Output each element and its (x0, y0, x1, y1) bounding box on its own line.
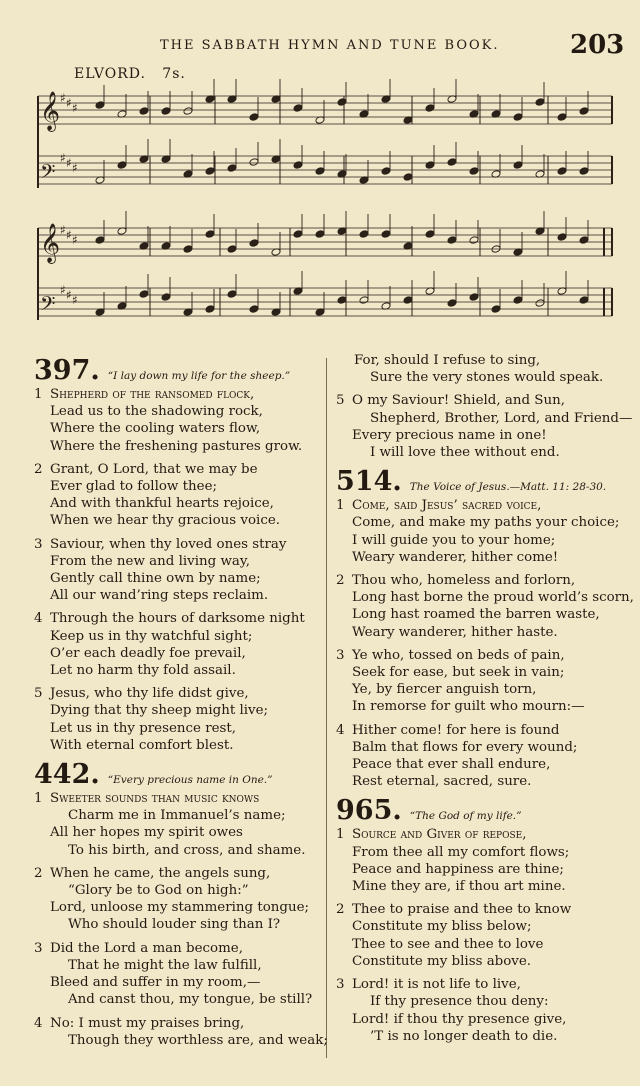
verse-number: 4 (336, 722, 345, 738)
note-head (227, 290, 237, 299)
stanza (336, 497, 626, 566)
verse-text: That he might the law fulfill, (68, 957, 262, 973)
verse-line (336, 993, 626, 1010)
note-head (205, 305, 215, 314)
verse-number: 1 (34, 791, 43, 807)
note-head (579, 167, 589, 176)
verse-number: 4 (34, 611, 43, 627)
note-head (161, 293, 171, 302)
verse-text: When we hear thy gracious voice. (50, 513, 280, 529)
verse-text: Every precious name in one! (352, 427, 547, 443)
hymn-subtitle: The Voice of Jesus. (409, 481, 510, 494)
note-head (403, 296, 413, 305)
note-head (161, 107, 171, 116)
note-head (579, 236, 589, 245)
verse-text: Keep us in thy watchful sight; (50, 628, 253, 644)
verse-text: From thee all my comfort flows; (352, 844, 570, 860)
verse-text: Grant, O Lord, that we may be (50, 461, 258, 477)
verse-line (336, 773, 626, 790)
verse-text: All her hopes my spirit owes (50, 825, 243, 841)
verse-line (336, 647, 626, 664)
verse-text: Gently call thine own by name; (50, 571, 261, 587)
note-head (513, 296, 523, 305)
verse-number: 1 (336, 827, 345, 843)
verse-text: Ye who, tossed on beds of pain, (352, 647, 565, 663)
note-head (227, 245, 237, 254)
hymn-number: 965. (336, 795, 402, 827)
note-head (95, 236, 105, 245)
verse-line (34, 420, 324, 437)
note-head (557, 233, 567, 242)
verse-text: Thee to praise and thee to know (352, 902, 572, 918)
note-head (315, 167, 325, 176)
verse-number: 1 (336, 498, 345, 514)
hymn-heading (336, 467, 626, 497)
verse-line (336, 624, 626, 641)
stanza (336, 976, 626, 1045)
note-head (95, 101, 105, 110)
verse-text: ’T is no longer death to die. (370, 1028, 558, 1044)
verse-text: No: I must my praises bring, (50, 1015, 245, 1031)
sharp-sign: ♯ (60, 283, 66, 297)
verse-line (34, 824, 324, 841)
verse-text: Saviour, when thy loved ones stray (50, 536, 287, 552)
verse-line (336, 352, 626, 369)
note-head (469, 236, 479, 245)
verse-text: Balm that flows for every wound; (352, 739, 578, 755)
note-head (293, 161, 303, 170)
verse-line (34, 720, 324, 737)
verse-line (34, 662, 324, 679)
verse-text: Dying that thy sheep might live; (50, 703, 269, 719)
note-head (359, 230, 369, 239)
verse-number: 5 (34, 686, 43, 702)
stanza (34, 685, 324, 754)
hymn-heading (34, 356, 324, 386)
verse-text: Mine they are, if thou art mine. (352, 879, 566, 895)
verse-line (34, 645, 324, 662)
verse-text: Shepherd of the ransomed flock, (50, 387, 255, 402)
hymn-number: 442. (34, 759, 100, 791)
stanza (34, 865, 324, 934)
sharp-sign: ♯ (72, 233, 78, 247)
verse-text: Come, said Jesus’ sacred voice, (352, 498, 542, 514)
verse-text: O my Saviour! Shield, and Sun, (352, 393, 565, 409)
verse-text: Thou who, homeless and forlorn, (352, 573, 576, 589)
verse-text: Shepherd, Brother, Lord, and Friend— (370, 410, 633, 426)
note-head (227, 164, 237, 173)
verse-line (34, 685, 324, 702)
verse-text: In remorse for guilt who mourn:— (352, 699, 585, 715)
verse-line (336, 497, 626, 514)
verse-text: Jesus, who thy life didst give, (50, 686, 249, 702)
verse-text: Seek for ease, but seek in vain; (352, 665, 565, 681)
verse-line (336, 878, 626, 895)
note-head (447, 158, 457, 167)
hymn-number: 397. (34, 355, 100, 386)
note-head (425, 230, 435, 239)
stanza (336, 722, 626, 791)
verse-line (34, 916, 324, 933)
verse-text: I will guide you to your home; (352, 532, 556, 548)
note-head (249, 305, 259, 314)
sharp-sign: ♯ (60, 91, 66, 105)
sharp-sign: ♯ (72, 101, 78, 115)
verse-text: Though they worthless are, and weak; (68, 1032, 328, 1048)
verse-text: When he came, the angels sung, (50, 865, 271, 881)
note-head (205, 230, 215, 239)
verse-text: Did the Lord a man become, (50, 940, 243, 956)
score-systems (38, 79, 612, 320)
stanza (336, 392, 633, 461)
verse-line (336, 1011, 626, 1028)
note-head (337, 98, 347, 107)
verse-line (34, 790, 324, 807)
verse-line (336, 739, 626, 756)
verse-text: Come, and make my paths your choice; (352, 515, 620, 531)
verse-line (336, 756, 626, 773)
verse-text: Lord, unloose my stammering tongue; (50, 900, 310, 916)
verse-text: Let no harm thy fold assail. (50, 663, 236, 679)
stanza (34, 386, 324, 455)
verse-line (336, 532, 626, 549)
verse-line (336, 826, 626, 843)
verse-text: Charm me in Immanuel’s name; (68, 808, 286, 824)
verse-line (336, 901, 626, 918)
hymn-subtitle: “I lay down my life for the sheep.” (107, 370, 291, 382)
verse-line (34, 628, 324, 645)
verse-number: 2 (336, 573, 345, 589)
verse-line (34, 974, 324, 991)
verse-line (336, 606, 626, 623)
verse-line (34, 737, 324, 754)
verse-line (336, 444, 626, 461)
verse-line (34, 461, 324, 478)
verse-line (336, 953, 626, 970)
note-head (117, 161, 127, 170)
note-head (491, 305, 501, 314)
tune-name: ELVORD. (74, 66, 146, 82)
verse-line (34, 403, 324, 420)
verse-line (34, 438, 324, 455)
note-head (535, 98, 545, 107)
verse-line (336, 664, 626, 681)
verse-text: O’er each deadly foe prevail, (50, 645, 246, 661)
verse-line (34, 553, 324, 570)
verse-text: With eternal comfort blest. (50, 737, 234, 753)
sharp-sign: ♯ (66, 228, 72, 242)
note-head (139, 290, 149, 299)
hymn-subtitle: “The God of my life.” (409, 810, 522, 823)
running-title: THE SABBATH HYMN AND TUNE BOOK. (160, 38, 500, 53)
verse-line (34, 512, 324, 529)
verse-line (336, 681, 626, 698)
note-head (535, 299, 545, 308)
sharp-sign: ♯ (60, 223, 66, 237)
verse-text: Constitute my bliss below; (352, 919, 532, 935)
verse-line (34, 610, 324, 627)
note-head (359, 296, 369, 305)
verse-line (34, 807, 324, 824)
stanza (34, 940, 324, 1009)
verse-text: Hither come! for here is found (352, 722, 560, 738)
stanza (336, 901, 626, 970)
sharp-sign: ♯ (66, 156, 72, 170)
verse-line (34, 882, 324, 899)
hymn-heading (34, 760, 324, 790)
verse-line (336, 514, 626, 531)
note-head (249, 239, 259, 248)
verse-line (336, 698, 626, 715)
stanza (34, 461, 324, 530)
verse-line (336, 549, 626, 566)
note-head (579, 296, 589, 305)
verse-text: Ever glad to follow thee; (50, 479, 218, 495)
music-score (0, 0, 640, 340)
verse-number: 2 (336, 902, 345, 918)
note-head (557, 167, 567, 176)
bass-clef: 𝄢 (40, 160, 56, 188)
verse-text: Sure the very stones would speak. (370, 370, 604, 386)
verse-line (336, 976, 626, 993)
note-head (557, 113, 567, 122)
note-head (513, 161, 523, 170)
verse-text: Thee to see and thee to love (352, 936, 544, 952)
verse-line (336, 589, 634, 606)
scripture-reference: —Matt. 11: 28-30. (509, 481, 607, 494)
stanza (34, 1015, 328, 1049)
note-head (293, 104, 303, 113)
verse-number: 2 (34, 865, 43, 881)
stanza (34, 536, 324, 605)
sharp-sign: ♯ (66, 96, 72, 110)
verse-text: And with thankful hearts rejoice, (50, 496, 274, 512)
stanza (34, 790, 324, 859)
verse-number: 3 (336, 977, 345, 993)
verse-text: Long hast borne the proud world’s scorn, (352, 590, 634, 606)
verse-number: 4 (34, 1015, 43, 1031)
verse-text: Lord! if thou thy presence give, (352, 1011, 567, 1027)
sharp-sign: ♯ (72, 161, 78, 175)
note-head (293, 230, 303, 239)
verse-line (34, 386, 324, 403)
page-number: 203 (570, 30, 625, 60)
verse-line (34, 702, 324, 719)
verse-line (336, 1028, 626, 1045)
stanza (336, 647, 626, 716)
note-head (381, 230, 391, 239)
note-head (513, 113, 523, 122)
verse-text: Through the hours of darksome night (50, 611, 305, 627)
stanza (336, 826, 626, 895)
verse-text: Sweeter sounds than music knows (50, 791, 260, 807)
verse-text: Peace that ever shall endure, (352, 757, 551, 773)
verse-line (34, 865, 324, 882)
sharp-sign: ♯ (72, 293, 78, 307)
note-head (447, 299, 457, 308)
note-head (183, 107, 193, 116)
verse-number: 3 (34, 536, 43, 552)
verse-line (336, 936, 626, 953)
verse-text: Peace and happiness are thine; (352, 861, 564, 877)
verse-text: Constitute my bliss above. (352, 953, 532, 969)
verse-text: Source and Giver of repose, (352, 827, 527, 843)
verse-line (34, 957, 324, 974)
verse-line (336, 722, 626, 739)
verse-number: 5 (336, 393, 345, 409)
tune-meter: 7s. (162, 66, 186, 82)
verse-line (34, 940, 324, 957)
verse-text: Where the freshening pastures grow. (50, 438, 303, 454)
verse-text: Long hast roamed the barren waste, (352, 607, 600, 623)
note-head (183, 245, 193, 254)
sharp-sign: ♯ (66, 288, 72, 302)
verse-line (336, 844, 626, 861)
verse-text: “Glory be to God on high:” (68, 883, 249, 899)
verse-number: 3 (336, 647, 345, 663)
note-head (381, 167, 391, 176)
verse-number: 3 (34, 940, 43, 956)
note-head (425, 104, 435, 113)
left-column (34, 352, 328, 1055)
hymn-number: 514. (336, 466, 402, 498)
verse-text: Lord! it is not life to live, (352, 977, 521, 993)
verse-text: For, should I refuse to sing, (354, 353, 541, 368)
verse-text: Bleed and suffer in my room,— (50, 975, 261, 991)
verse-text: Rest eternal, sacred, sure. (352, 774, 532, 790)
verse-text: To his birth, and cross, and shame. (68, 842, 306, 858)
bass-clef: 𝄢 (40, 292, 56, 320)
verse-text: Weary wanderer, hither come! (352, 549, 559, 565)
right-column (336, 352, 634, 1051)
verse-line (336, 427, 626, 444)
note-head (469, 167, 479, 176)
verse-line (336, 392, 626, 409)
verse-line (34, 478, 324, 495)
note-head (139, 107, 149, 116)
verse-line (34, 991, 324, 1008)
verse-text: Lead us to the shadowing rock, (50, 404, 263, 420)
verse-line (34, 495, 324, 512)
note-head (337, 296, 347, 305)
verse-line (336, 410, 633, 427)
note-head (403, 173, 413, 182)
note-head (205, 167, 215, 176)
stanza (34, 610, 324, 679)
verse-line (34, 1032, 328, 1049)
column-divider (326, 358, 327, 1058)
verse-line (34, 587, 324, 604)
verse-text: All our wand’ring steps reclaim. (50, 588, 269, 604)
verse-text: Weary wanderer, hither haste. (352, 624, 558, 640)
sharp-sign: ♯ (60, 151, 66, 165)
hymn-heading (336, 796, 626, 826)
verse-line (336, 572, 626, 589)
verse-line (34, 570, 324, 587)
verse-line (34, 536, 324, 553)
note-head (579, 107, 589, 116)
verse-number: 2 (34, 461, 43, 477)
treble-clef: 𝄞 (40, 223, 61, 263)
verse-text: From the new and living way, (50, 553, 250, 569)
verse-text: I will love thee without end. (370, 445, 560, 461)
hymn-subtitle: “Every precious name in One.” (107, 774, 273, 787)
verse-line (336, 861, 626, 878)
note-head (249, 113, 259, 122)
verse-line (34, 899, 324, 916)
verse-number: 1 (34, 387, 43, 402)
note-head (425, 161, 435, 170)
verse-text: And canst thou, my tongue, be still? (68, 992, 313, 1008)
verse-line (34, 842, 324, 859)
verse-line (34, 1015, 324, 1032)
note-head (315, 230, 325, 239)
verse-text: Ye, by fiercer anguish torn, (352, 682, 537, 698)
note-head (469, 293, 479, 302)
stanza (336, 352, 626, 386)
verse-line (336, 369, 626, 386)
treble-clef: 𝄞 (40, 91, 61, 131)
stanza (336, 572, 634, 641)
verse-text: If thy presence thou deny: (370, 994, 549, 1010)
verse-text: Let us in thy presence rest, (50, 720, 237, 736)
verse-line (336, 918, 626, 935)
note-head (249, 158, 259, 167)
verse-text: Where the cooling waters flow, (50, 421, 261, 437)
note-head (447, 236, 457, 245)
verse-text: Who should louder sing than I? (68, 917, 281, 933)
